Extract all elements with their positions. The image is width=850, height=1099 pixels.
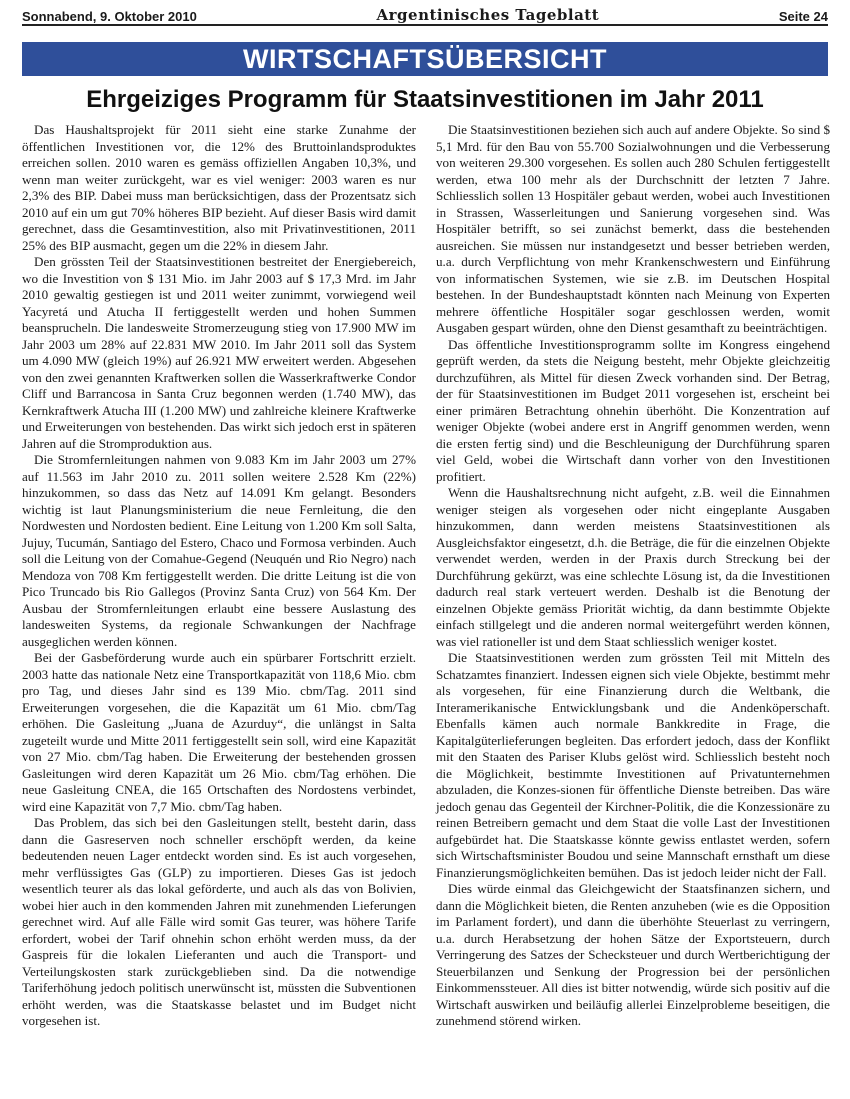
header-divider xyxy=(22,24,828,26)
page-number: Seite 24 xyxy=(778,9,828,24)
article-column-left xyxy=(22,122,416,1030)
page-header xyxy=(22,0,828,24)
article-paragraph: Die Staatsinvestitionen werden zum grössten Teil mit Mitteln des Schatzamtes finanziert. Indessen eignen sich viele Objekte, bestimmt mehr als vorgesehen, für eine Finanzierung durch die Weltbank, die Interamerikanische Entwicklungsbank und die Andenköperschaft. Ebenfalls kämen auch normale Bankkredite in Frage, die Kapitalgüterlieferungen begleiten. Das erfordert jedoch, dass der Konflikt mit den Staaten des Pariser Klubs gelöst wird. Schliesslich besteht noch die Möglichkeit, bestimmte Investitionen auf Privatunternehmen abzuladen, die Konzes-sionen für öffentliche Dienste betreiben. Das wäre jedoch genau das Gegenteil der Kirchner-Politik, die die Konzessionäre zu reinen Betreibern gemacht und dem Staat die volle Last der Investitionen aufgebürdet hat. Die Staatskasse könnte gewiss entlastet werden, sofern sich Wirtschaftsminister Boudou und seine Mannschaft ernsthaft um diese Finanzierungsmöglichkeiten bemühen. Das ist jedoch leider nicht der Fall. xyxy=(436,650,830,880)
newspaper-masthead: Argentinisches Tageblatt xyxy=(376,6,600,24)
article-body xyxy=(22,122,830,1030)
article-paragraph: Das Haushaltsprojekt für 2011 sieht eine starke Zunahme der öffentlichen Investitionen vor, die 12% des Bruttoinlandsproduktes erreichen sollen. 2010 waren es gemäss offiziellen Angaben 10,3%, und wenn man weiter zurückgeht, war es viel weniger: 2003 waren es nur 2,3% des BIP. Dabei muss man berücksichtigen, dass der Prozentsatz sich 2010 auf ein um gut 70% höheres BIP bezieht. Auf dieser Basis wird damit gerechnet, dass die Gesamtinvestition, also mit Privatinvestitionen, 2011 25% des BIP ausmacht, gegen um die 22% in diesem Jahr. xyxy=(22,122,416,253)
article-paragraph: Dies würde einmal das Gleichgewicht der Staatsfinanzen sichern, und dann die Möglichkeit bieten, die Renten anzuheben (wie es die Opposition im Parlament fordert), und dann die überhöhte Steuerlast zu verringern, u.a. durch Herabsetzung der hohen Sätze der Exportsteuern, durch Verringerung des Satzes der Schecksteuer und durch Wertberichtigung der Steuerbilanzen und Senkung der Progression bei der persönlichen Einkommenssteuer. All dies ist bitter notwendig, würde sich positiv auf die Wirtschaft auswirken und beiläufig allerlei Einzelprobleme beseitigen, die zunehmend störend wirken. xyxy=(436,881,830,1028)
section-banner: WIRTSCHAFTSÜBERSICHT xyxy=(22,42,828,76)
article-paragraph: Bei der Gasbeförderung wurde auch ein spürbarer Fortschritt erzielt. 2003 hatte das nationale Netz eine Transportkapazität von 118,6 Mio. cbm pro Tag, und dieses Jahr sind es 139 Mio. cbm/Tag. 2011 sind Erweiterungen vorgesehen, die die Kapazität um 61 Mio. cbm/Tag erhöhen. Die Gasleitung „Juana de Azurduy“, die unlängst in Salta zugeteilt wurde und Mitte 2011 fertiggestellt sein soll, wird eine Kapazität von 27 Mio. cbm/Tag haben. Die Erweiterung der bestehenden grossen Gasleitungen wird deren Kapazität um 26 Mio. cbm/Tag erhöhen. Die neue Gasleitung CNEA, die 165 Ortschaften des Nordostens verbindet, wird eine Kapazität von 7,7 Mio. cbm/Tag haben. xyxy=(22,650,416,814)
article-paragraph: Wenn die Haushaltsrechnung nicht aufgeht, z.B. weil die Einnahmen weniger steigen als vorgesehen oder nicht eingeplante Ausgaben hinzukommen, dann werden meistens Staatsinvestitionen als Ausgleichsfaktor eingesetzt, d.h. die Beträge, die für die einzelnen Objekte verwendet werden, werden in der Praxis durch Streckung bei der Durchführung gekürzt, was eine schlechte Lösung ist, da die Investitionen dadurch real stark verteuert werden. Deshalb ist die Benotung der einzelnen Objekte gemäss Priorität wichtig, da dann bestimmte Objekte einfach stillgelegt und die anderen normal weitergeführt werden können, was viel rationeller ist und dem Staat schliesslich weniger kostet. xyxy=(436,485,830,649)
article-column-right xyxy=(436,122,830,1030)
issue-date: Sonnabend, 9. Oktober 2010 xyxy=(22,9,197,24)
article-paragraph: Das öffentliche Investitionsprogramm sollte im Kongress eingehend geprüft werden, da stets die Neigung besteht, mehr Objekte gleichzeitig durchzuführen, als Mittel für diesen Zweck vorhanden sind. Der Betrag, der für Staatsinvestitionen im Budget 2011 vorgesehen ist, erscheint bei einer primären Betrachtung ohnehin überhöht. Die Konzentration auf weniger Objekte (wobei andere erst in Angriff genommen werden, wenn die ersten fertig sind) und die Beschleunigung der Durchführung sparen viel Geld, wobei die Wirtschaft dann vorher von den Investitionen profitiert. xyxy=(436,336,830,484)
article-headline: Ehrgeiziges Programm für Staatsinvestitionen im Jahr 2011 xyxy=(86,86,764,113)
article-paragraph: Den grössten Teil der Staatsinvestitionen bestreitet der Energiebereich, wo die Investition von $ 131 Mio. im Jahr 2003 auf $ 17,3 Mrd. im Jahr 2010 gewaltig gestiegen ist und 2011 weiter zunimmt, vorwiegend weil Yacyretá und Atucha II fertiggestellt werden und hohen Summen beansprucheln. Die landesweite Stromerzeugung stieg von 17.900 MW im Jahr 2003 um 28% auf 22.831 MW 2010. Im Jahr 2011 soll das System um 4.090 MW (gleich 19%) auf 26.921 MW erweitert werden. Abgesehen von den zwei genannten Kraftwerken sollen die Wasserkraftwerke Condor Cliff und Barrancosa in Santa Cruz begonnen werden (1.740 MW), das Kernkraftwerk Atucha III (1.200 MW) und zahlreiche kleinere Kraftwerke und Erweiterungen von bestehenden. Das wirkt sich jedoch erst in späteren Jahren auf die Stromproduktion aus. xyxy=(22,254,416,451)
article-paragraph: Das Problem, das sich bei den Gasleitungen stellt, besteht darin, dass dann die Gasreserven noch schneller erschöpft werden, da keine bedeutenden neuen Lager entdeckt worden sind. Es ist auch vorgesehen, mehr verflüssigtes Gas (GLP) zu importieren. Dieses Gas ist jedoch wesentlich teurer als das lokal geförderte, und auch als das von Bolivien, wobei hier auch in den kommenden Jahren mit zunehmenden Lieferungen gerechnet wird. Auf alle Fälle wird somit Gas teurer, was höhere Tarife erfordert, wobei der Tarif ohnehin schon erhöht werden muss, da der Gaspreis für die lokalen Lieferanten und auch die Transport- und Verteilungskosten stark zurückgeblieben sind. Da die notwendige Tariferhöhung jedoch politisch unerwünscht ist, müssten die Subventionen erhöht werden, was die Staatskasse belastet und im Budget nicht vorgesehen ist. xyxy=(22,815,416,1028)
article-paragraph: Die Staatsinvestitionen beziehen sich auch auf andere Objekte. So sind $ 5,1 Mrd. für den Bau von 55.700 Sozialwohnungen und die Verbesserung von weiteren 29.300 vorgesehen. Es sollen auch 280 Schulen fertiggestellt werden, etwa 100 mehr als der Durchschnitt der letzten 7 Jahre. Schliesslich sollen 13 Hospitäler gebaut werden, wobei auch Investitionen in Strassen, Wasserleitungen und Sanierung vorgesehen sind. Was Hospitäler betrifft, so sei zunächst bemerkt, dass die bestehenden ausreichen. Sie müssen nur instandgesetzt und besser betrieben werden, u.a. durch Verpflichtung von mehr Krankenschwestern und Einführung von informatischen Systemen, wie sie z.B. im Deutschen Hospital bestehen. In der Bundeshauptstadt könnten nach Meinung von Experten mehrere öffentliche Hospitäler sogar geschlossen werden, womit Ausgaben gespart würden, ohne den Dienst gesamthaft zu beeinträchtigen. xyxy=(436,122,830,335)
article-paragraph: Die Stromfernleitungen nahmen von 9.083 Km im Jahr 2003 um 27% auf 11.563 im Jahr 2010 zu. 2011 sollen weitere 2.528 Km (22%) hinzukommen, so dass das Netz auf 14.091 Km gelangt. Besonders wichtig ist laut Planungsministerium die neue Fernleitung, die den Nordwesten und Nordosten bedient. Eine Leitung von 1.200 Km soll Salta, Jujuy, Tucumán, Santiago del Estero, Chaco und Formosa verbinden. Auch soll die Leitung von der Comahue-Gegend (Neuquén und Rio Negro) nach Mendoza von 708 Km fertiggestellt werden. Die dritte Leitung ist die von Pico Truncado bis Rio Gallegos (Provinz Santa Cruz) von 564 Km. Der Ausbau der Stromfernleitungen erlaubt eine bessere Auslastung des landesweiten Systems, da regionale Schwankungen der Nachfrage ausgeglichen werden können. xyxy=(22,452,416,649)
